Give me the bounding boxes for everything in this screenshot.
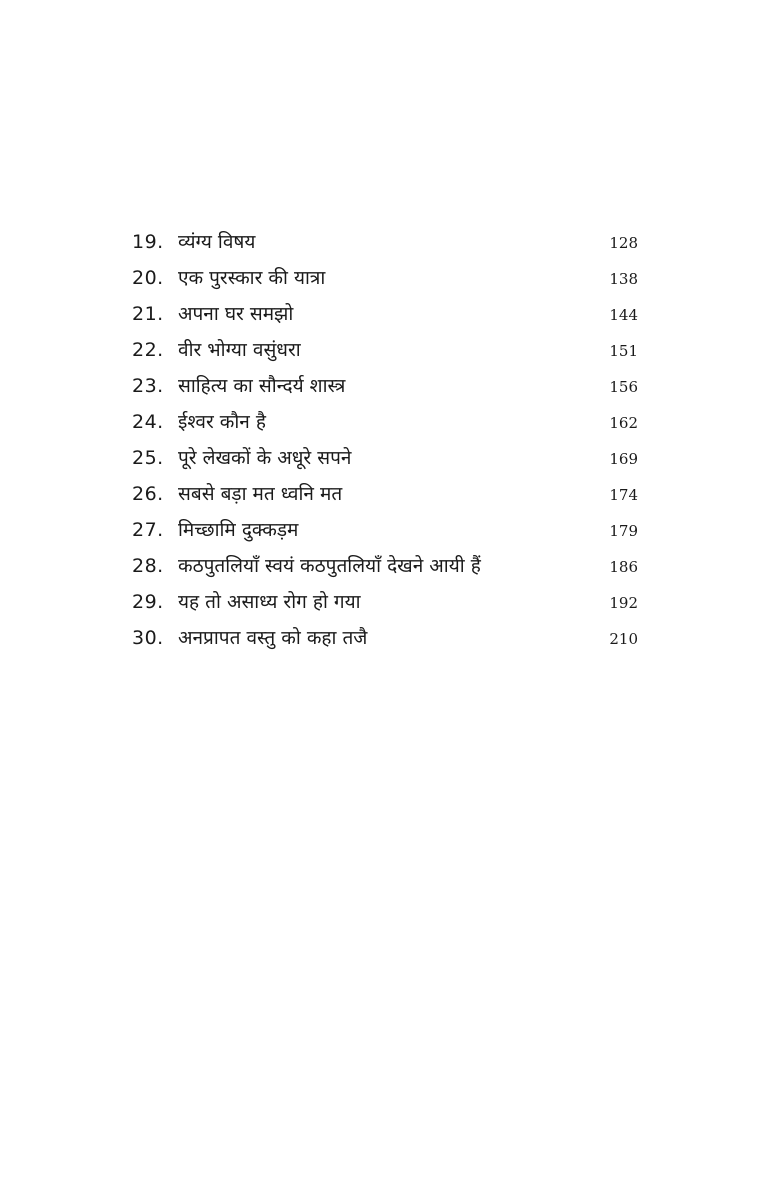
entry-title: यह तो असाध्य रोग हो गया — [178, 591, 361, 613]
entry-page-number: 169 — [609, 450, 638, 468]
entry-title: अपना घर समझो — [178, 303, 294, 325]
entry-number: 25. — [132, 447, 164, 469]
entry-title: साहित्य का सौन्दर्य शास्त्र — [178, 375, 346, 397]
entry-number: 24. — [132, 411, 164, 433]
toc-entry[interactable] — [132, 296, 638, 332]
entry-page-number: 128 — [609, 234, 638, 252]
entry-page-number: 186 — [609, 558, 638, 576]
entry-title: पूरे लेखकों के अधूरे सपने — [178, 447, 352, 469]
toc-entry[interactable] — [132, 368, 638, 404]
entry-title: व्यंग्य विषय — [178, 231, 256, 253]
entry-number: 21. — [132, 303, 164, 325]
entry-number: 29. — [132, 591, 164, 613]
entry-title: अनप्रापत वस्तु को कहा तजै — [178, 627, 368, 649]
entry-page-number: 156 — [609, 378, 638, 396]
entry-page-number: 210 — [609, 630, 638, 648]
toc-entry[interactable] — [132, 224, 638, 260]
entry-number: 27. — [132, 519, 164, 541]
entry-page-number: 138 — [609, 270, 638, 288]
toc-entry[interactable] — [132, 584, 638, 620]
toc-entry[interactable] — [132, 404, 638, 440]
entry-page-number: 162 — [609, 414, 638, 432]
entry-page-number: 151 — [609, 342, 638, 360]
toc-entry[interactable] — [132, 620, 638, 656]
toc-entry[interactable] — [132, 476, 638, 512]
entry-title: एक पुरस्कार की यात्रा — [178, 267, 326, 289]
entry-number: 22. — [132, 339, 164, 361]
entry-page-number: 144 — [609, 306, 638, 324]
entry-number: 19. — [132, 231, 164, 253]
entry-number: 30. — [132, 627, 164, 649]
entry-title: कठपुतलियाँ स्वयं कठपुतलियाँ देखने आयी हैं — [178, 555, 481, 577]
entry-title: ईश्वर कौन है — [178, 411, 266, 433]
toc-entry[interactable] — [132, 332, 638, 368]
table-of-contents — [132, 224, 638, 656]
entry-number: 23. — [132, 375, 164, 397]
toc-entry[interactable] — [132, 260, 638, 296]
entry-number: 28. — [132, 555, 164, 577]
toc-entry[interactable] — [132, 512, 638, 548]
entry-title: सबसे बड़ा मत ध्वनि मत — [178, 483, 343, 505]
entry-page-number: 192 — [609, 594, 638, 612]
entry-number: 26. — [132, 483, 164, 505]
entry-title: वीर भोग्या वसुंधरा — [178, 339, 301, 361]
toc-entry[interactable] — [132, 548, 638, 584]
entry-title: मिच्छामि दुक्कड़म — [178, 519, 299, 541]
entry-page-number: 174 — [609, 486, 638, 504]
toc-entry[interactable] — [132, 440, 638, 476]
entry-number: 20. — [132, 267, 164, 289]
entry-page-number: 179 — [609, 522, 638, 540]
